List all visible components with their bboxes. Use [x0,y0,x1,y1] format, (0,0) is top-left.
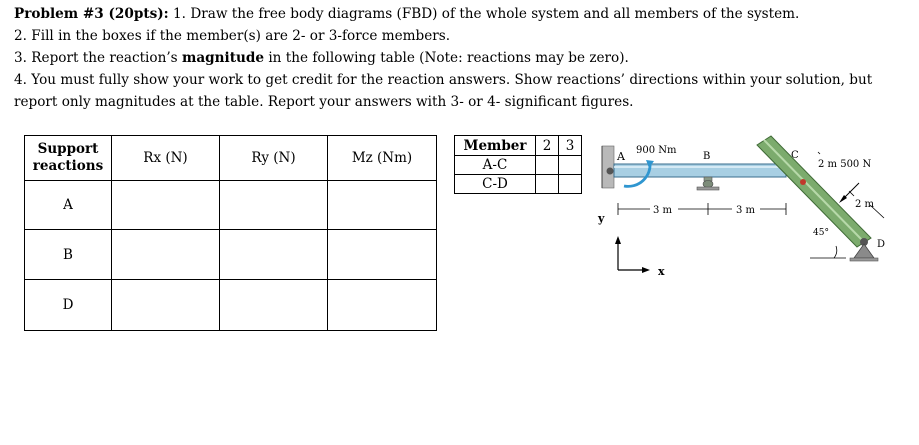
problem-statement [14,3,909,113]
instruction-2: 2. Fill in the boxes if the member(s) are 2- or 3-force members. [14,28,451,44]
answer-cell-d-ry[interactable] [220,280,328,331]
dim-inclined: 2 m [855,199,875,210]
problem-heading: Problem #3 (20pts): [14,6,169,22]
beam-ac [614,164,786,177]
answer-cell-b-mz[interactable] [328,230,437,280]
axis-x-label: x [658,265,665,278]
answer-cell-d-mz[interactable] [328,280,437,331]
two-force-header: 2 [536,136,559,156]
answer-cell-ac-2[interactable] [536,156,559,175]
instruction-3 [14,47,909,69]
member-header: Member [455,136,536,156]
answer-cell-a-rx[interactable] [112,181,220,230]
angle-label: 45° [813,228,829,238]
instruction-3-bold: magnitude [181,50,265,66]
answer-cell-cd-3[interactable] [559,175,582,194]
rx-column-header: Rx (N) [112,136,220,181]
row-label-a: A [25,181,112,230]
row-label-b: B [25,230,112,280]
force-label: 2 m 500 N [818,159,872,170]
dim-left: 3 m [653,205,673,216]
label-c: C [791,150,799,161]
instruction-1: 1. Draw the free body diagrams (FBD) of the whole system and all members of the system. [168,6,800,22]
coordinate-axes [615,236,650,273]
member-row-ac: A-C [455,156,536,175]
row-label-d: D [25,280,112,331]
roller-b [697,177,719,190]
instruction-4: 4. You must fully show your work to get credit for the reaction answers. Show reactions’ directions within your solution, but report only magnitudes at the table. Report your answers with 3- or 4- significant figures. [14,72,873,110]
force-tick [849,191,854,196]
mz-column-header: Mz (Nm) [328,136,437,181]
answer-cell-ac-3[interactable] [559,156,582,175]
ry-column-header: Ry (N) [220,136,328,181]
axis-y-label: y [598,212,605,225]
pin-a [607,168,614,175]
member-row-cd: C-D [455,175,536,194]
dimension-line [618,203,786,215]
answer-cell-b-rx[interactable] [112,230,220,280]
instruction-3-post: in the following table (Note: reactions may be zero). [264,50,629,66]
answer-cell-d-rx[interactable] [112,280,220,331]
answer-cell-cd-2[interactable] [536,175,559,194]
instruction-3-pre: 3. Report the reaction’s [14,50,182,66]
problem-line-1 [14,3,909,25]
support-reactions-header [25,136,112,181]
header-line-1: Support [37,141,99,157]
answer-cell-a-ry[interactable] [220,181,328,230]
label-d: D [877,239,886,250]
contact-point [800,179,806,185]
answer-cell-a-mz[interactable] [328,181,437,230]
header-line-2: reactions [32,158,104,174]
wall-support [602,146,614,188]
moment-label: 900 Nm [636,145,677,156]
member-table [454,135,582,194]
incline-dim-top [818,152,820,154]
dim-right: 3 m [736,205,756,216]
answer-cell-b-ry[interactable] [220,230,328,280]
structure-diagram [594,134,904,284]
three-force-header: 3 [559,136,582,156]
label-b: B [703,151,711,162]
angle-arc [834,246,837,258]
label-a: A [617,150,625,163]
reactions-table [24,135,437,331]
